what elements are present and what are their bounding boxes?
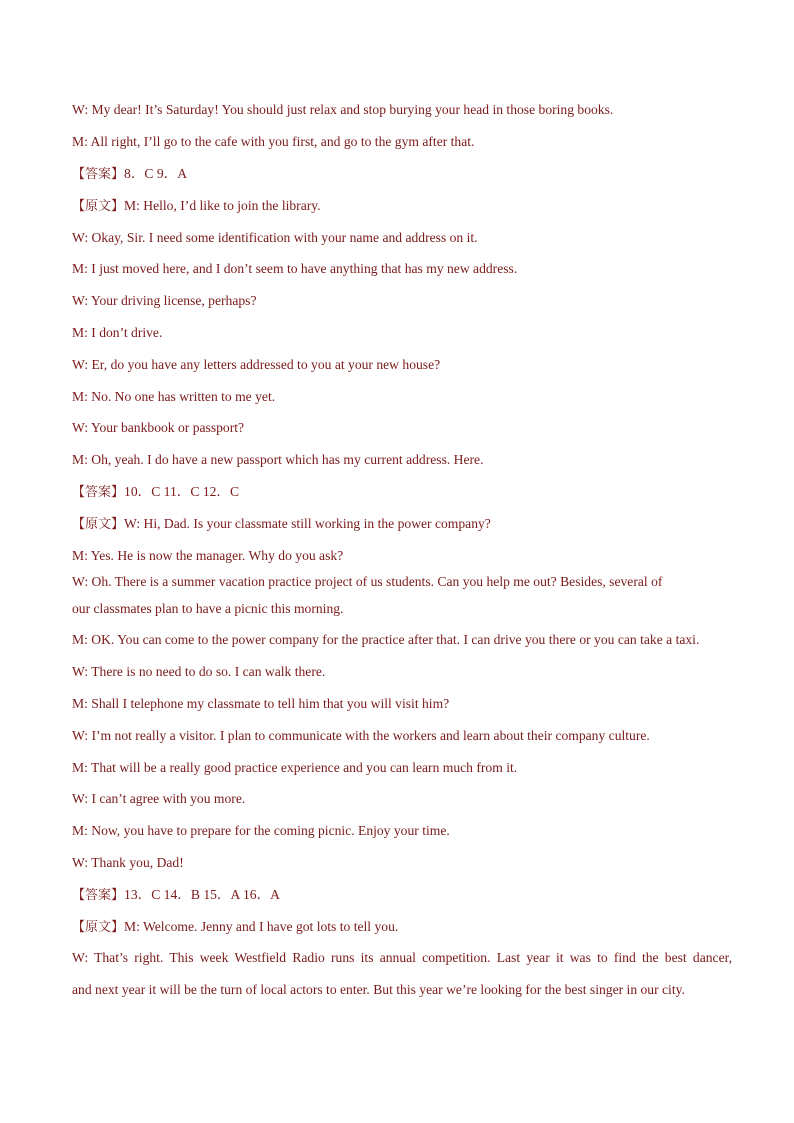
text-line: W: Your bankbook or passport? xyxy=(72,420,245,435)
text-line: M: I just moved here, and I don’t seem to have anything that has my new address. xyxy=(72,261,518,276)
text-line: W: Your driving license, perhaps? xyxy=(72,293,257,308)
text-line: M: Oh, yeah. I do have a new passport which has my current address. Here. xyxy=(72,452,484,467)
text-line: M: Shall I telephone my classmate to tell him that you will visit him? xyxy=(72,696,450,711)
text-line: W: That’s right. This week Westfield Radio runs its annual competition. Last year it was to find the best dancer, xyxy=(72,950,732,965)
text-line: W: Er, do you have any letters addressed to you at your new house? xyxy=(72,357,441,372)
text-line: M: Now, you have to prepare for the coming picnic. Enjoy your time. xyxy=(72,823,450,838)
answer-text: 10．C 11．C 12．C xyxy=(124,484,240,499)
transcript-line xyxy=(72,515,732,534)
transcript-line xyxy=(72,197,732,216)
transcript-text: M: Welcome. Jenny and I have got lots to tell you. xyxy=(124,919,399,934)
transcript-tag: 【原文】 xyxy=(72,517,125,532)
text-line: W: Okay, Sir. I need some identification with your name and address on it. xyxy=(72,230,478,245)
text-line: M: That will be a really good practice experience and you can learn much from it. xyxy=(72,760,518,775)
answer-text: 13．C 14．B 15．A 16．A xyxy=(124,887,280,902)
transcript-tag: 【原文】 xyxy=(72,199,125,214)
transcript-text: M: Hello, I’d like to join the library. xyxy=(124,198,321,213)
text-line: W: Thank you, Dad! xyxy=(72,855,184,870)
text-line: M: Yes. He is now the manager. Why do you ask? xyxy=(72,548,344,563)
text-line: W: I’m not really a visitor. I plan to communicate with the workers and learn about their company culture. xyxy=(72,728,650,743)
text-line: and next year it will be the turn of local actors to enter. But this year we’re looking for the best singer in our city. xyxy=(72,982,685,997)
transcript-text: W: Hi, Dad. Is your classmate still working in the power company? xyxy=(124,516,491,531)
text-line: our classmates plan to have a picnic this morning. xyxy=(72,601,344,616)
answer-tag: 【答案】 xyxy=(72,485,125,500)
text-line: W: There is no need to do so. I can walk there. xyxy=(72,664,326,679)
text-line: M: No. No one has written to me yet. xyxy=(72,389,276,404)
transcript-tag: 【原文】 xyxy=(72,920,125,935)
text-line: W: Oh. There is a summer vacation practice project of us students. Can you help me out? Besides, several of xyxy=(72,574,663,589)
answer-line xyxy=(72,483,732,502)
text-line: M: OK. You can come to the power company for the practice after that. I can drive you there or you can take a taxi. xyxy=(72,632,700,647)
text-line: M: All right, I’ll go to the cafe with you first, and go to the gym after that. xyxy=(72,134,475,149)
answer-tag: 【答案】 xyxy=(72,167,125,182)
transcript-line xyxy=(72,918,732,937)
answer-tag: 【答案】 xyxy=(72,888,125,903)
text-line: W: My dear! It’s Saturday! You should just relax and stop burying your head in those boring books. xyxy=(72,102,614,117)
answer-line xyxy=(72,165,732,184)
answer-line xyxy=(72,886,732,905)
answer-text: 8．C 9．A xyxy=(124,166,188,181)
text-line: M: I don’t drive. xyxy=(72,325,163,340)
text-line: W: I can’t agree with you more. xyxy=(72,791,246,806)
